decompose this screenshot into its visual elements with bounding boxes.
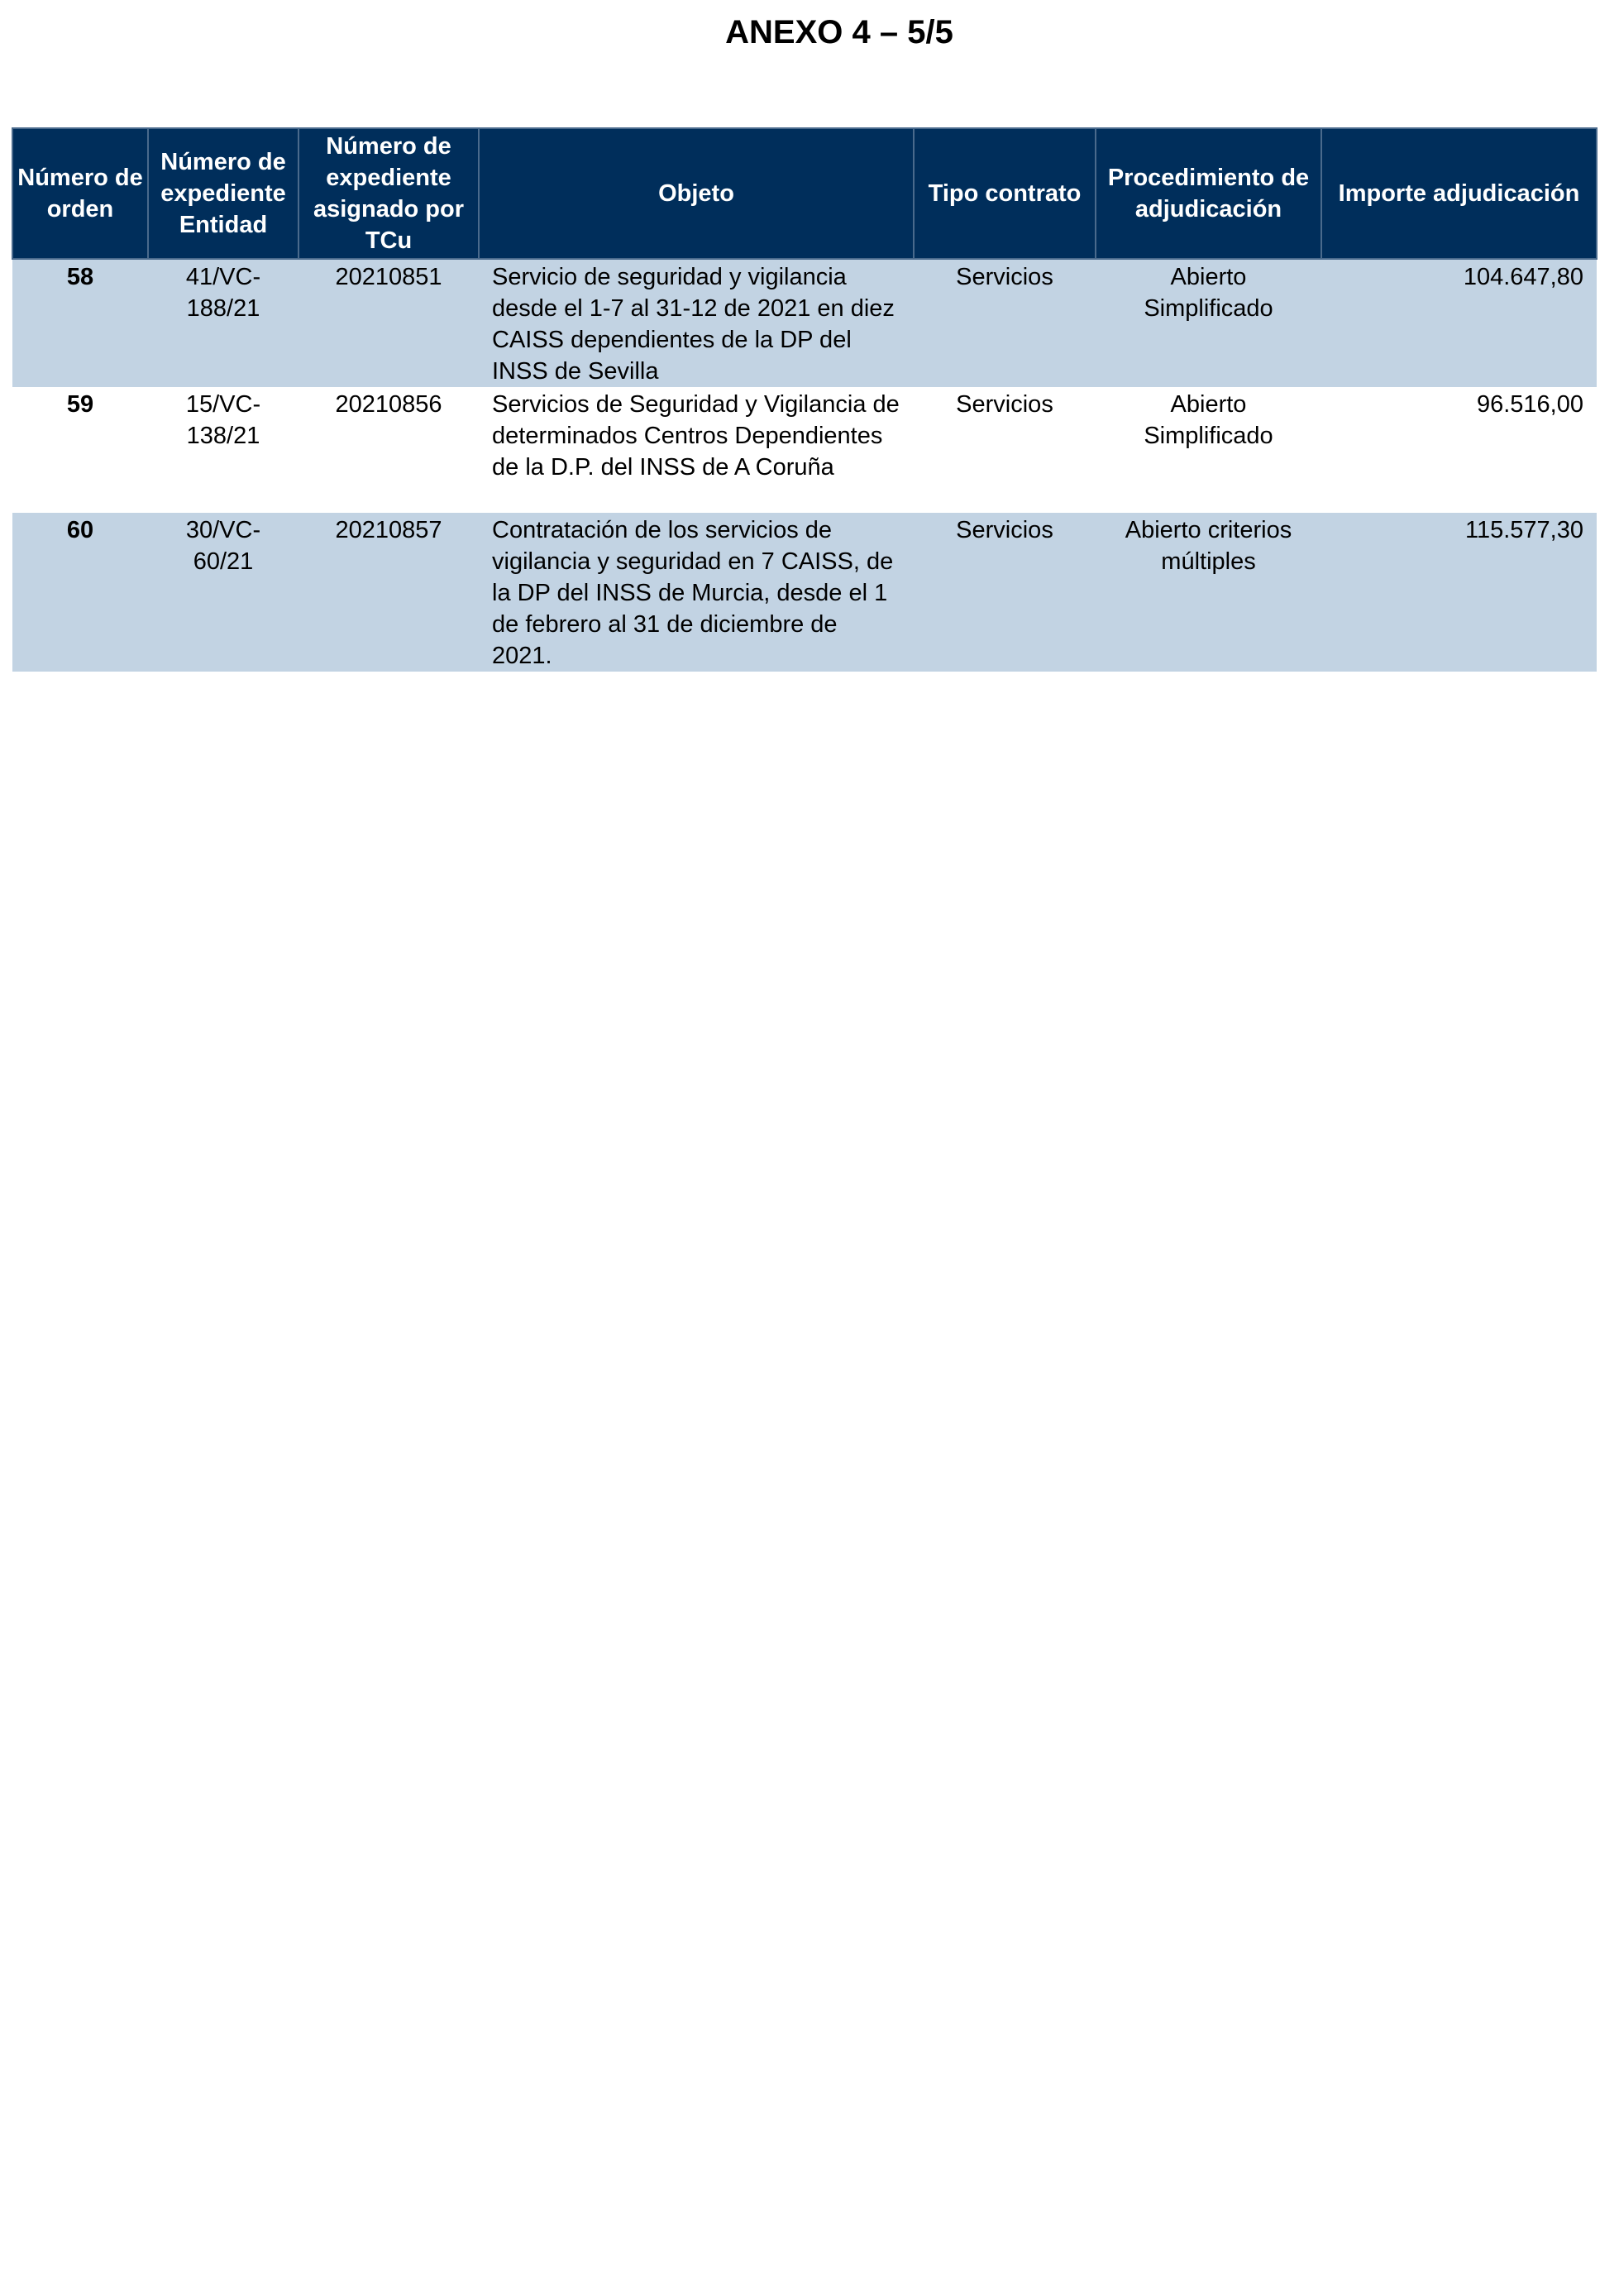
contracts-table — [12, 127, 1598, 672]
header-procedimiento: Procedimiento de adjudicación — [1096, 128, 1321, 259]
cell-expediente-tcu: 20210857 — [298, 513, 479, 672]
cell-procedimiento: Abierto Simplificado — [1096, 259, 1321, 387]
cell-tipo: Servicios — [914, 259, 1096, 387]
cell-objeto: Servicio de seguridad y vigilancia desde el 1-7 al 31-12 de 2021 en diez CAISS dependientes de la DP del INSS de Sevilla — [479, 259, 914, 387]
table-row — [12, 259, 1597, 387]
header-expediente-entidad: Número de expediente Entidad — [148, 128, 298, 259]
cell-procedimiento: Abierto criterios múltiples — [1096, 513, 1321, 672]
header-objeto: Objeto — [479, 128, 914, 259]
table-header-row — [12, 128, 1597, 259]
page-title: ANEXO 4 – 5/5 — [725, 14, 953, 50]
cell-tipo: Servicios — [914, 513, 1096, 672]
cell-expediente-entidad: 30/VC-60/21 — [148, 513, 298, 672]
header-importe: Importe adjudicación — [1321, 128, 1597, 259]
cell-objeto: Contratación de los servicios de vigilancia y seguridad en 7 CAISS, de la DP del INSS de Murcia, desde el 1 de febrero al 31 de diciembre de 2021. — [479, 513, 914, 672]
header-tipo-contrato: Tipo contrato — [914, 128, 1096, 259]
cell-orden: 58 — [12, 259, 148, 387]
cell-orden: 60 — [12, 513, 148, 672]
cell-expediente-tcu: 20210856 — [298, 387, 479, 513]
cell-importe: 115.577,30 — [1321, 513, 1597, 672]
cell-expediente-entidad: 41/VC-188/21 — [148, 259, 298, 387]
header-expediente-tcu: Número de expediente asignado por TCu — [298, 128, 479, 259]
cell-orden: 59 — [12, 387, 148, 513]
cell-procedimiento: Abierto Simplificado — [1096, 387, 1321, 513]
cell-expediente-tcu: 20210851 — [298, 259, 479, 387]
cell-expediente-entidad: 15/VC-138/21 — [148, 387, 298, 513]
table-row — [12, 513, 1597, 672]
cell-tipo: Servicios — [914, 387, 1096, 513]
cell-importe: 96.516,00 — [1321, 387, 1597, 513]
table-row — [12, 387, 1597, 513]
header-numero-orden: Número de orden — [12, 128, 148, 259]
cell-objeto: Servicios de Seguridad y Vigilancia de determinados Centros Dependientes de la D.P. del INSS de A Coruña — [479, 387, 914, 513]
cell-importe: 104.647,80 — [1321, 259, 1597, 387]
